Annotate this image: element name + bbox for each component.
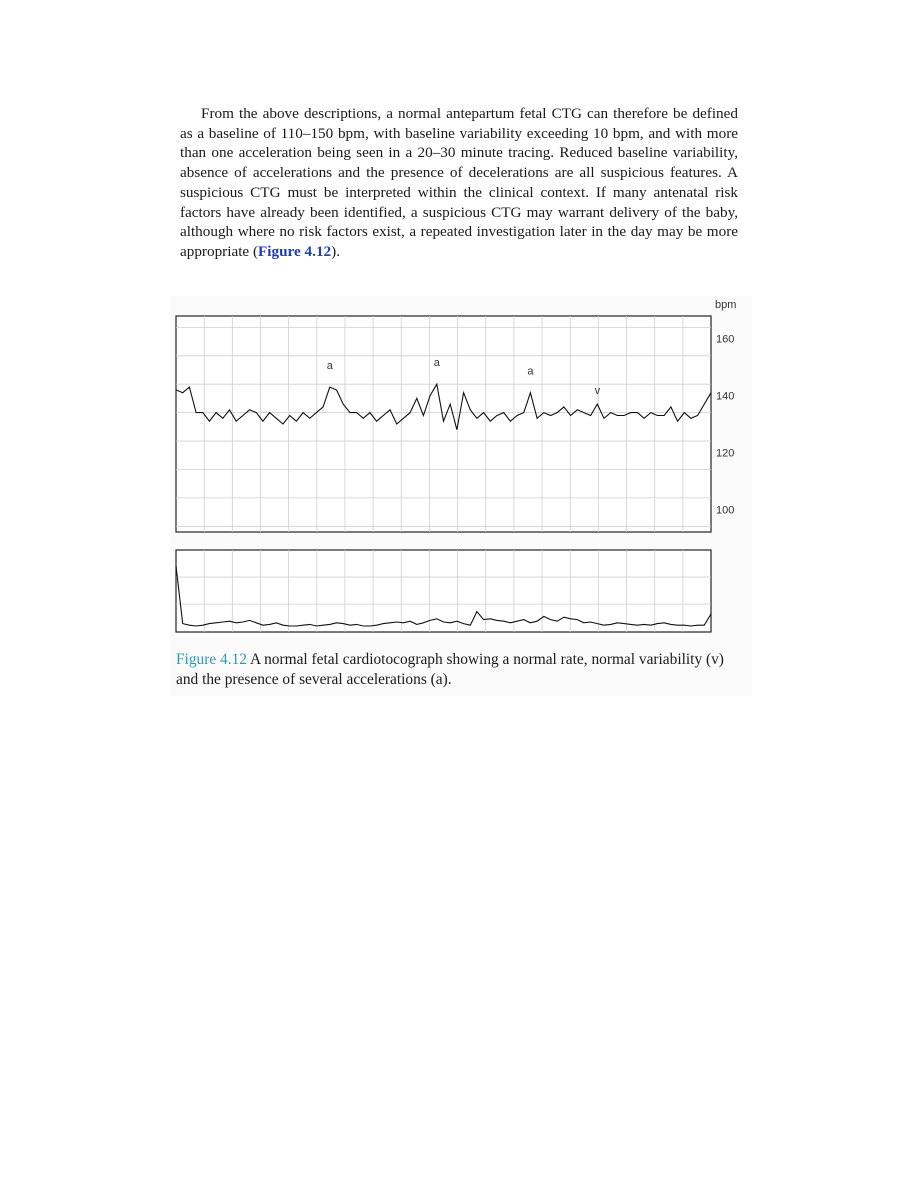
ctg-figure-svg [170,296,752,696]
fhr-axis [716,334,734,517]
body-paragraph [180,104,738,262]
toco-panel-frame [176,550,711,632]
fhr-tick-label: 140 [716,390,735,403]
fhr-tick-label: 160 [716,333,735,346]
figure-caption [176,650,736,690]
unit-label: bpm [715,299,737,311]
annotation-v: v [594,385,601,398]
caption-label: Figure 4.12 [176,651,247,668]
fhr-panel-frame [176,316,711,532]
annotation-a: a [326,360,333,373]
annotation-a: a [433,357,440,370]
paragraph-text: From the above descriptions, a normal antepartum fetal CTG can therefore be defined as a baseline of 110–150 bpm, with baseline variability exceeding 10 bpm, and with more than one acceleration being seen in a 20–30 minute tracing. Reduced baseline variability, absence of accelerations and the presence of decelerations are all suspicious features. A suspicious CTG must be interpreted within the clinical context. If many antenatal risk factors have already been identified, a suspicious CTG may warrant delivery of the baby, although where no risk factors exist, a repeated investigation later in the day may be more appropriate (Figure 4.12). [180,105,738,260]
figure-4-12 [170,296,752,696]
annotation-a: a [527,365,534,378]
figure-reference-link[interactable]: Figure 4.12 [258,242,332,260]
caption-text: A normal fetal cardiotocograph showing a normal rate, normal variability (v) and the presence of several accelerations (a). [176,651,724,688]
fhr-tick-label: 100 [716,504,735,517]
fhr-tick-label: 120 [716,447,735,460]
